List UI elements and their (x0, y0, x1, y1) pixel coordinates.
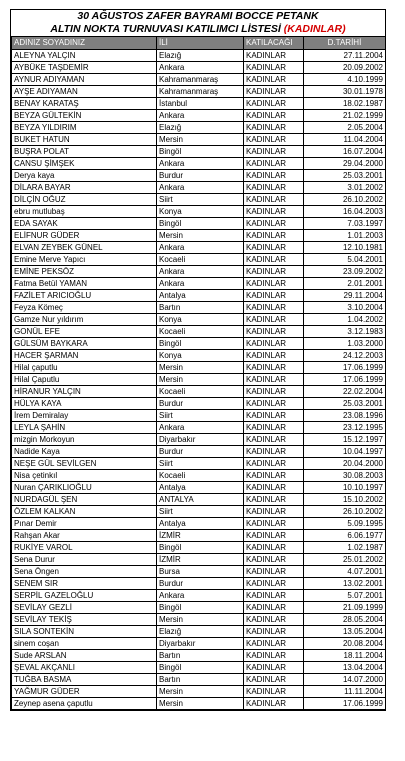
cell-category: KADINLAR (244, 182, 304, 194)
cell-category: KADINLAR (244, 650, 304, 662)
cell-birthdate: 25.01.2002 (304, 554, 386, 566)
table-row (12, 362, 386, 374)
cell-category: KADINLAR (244, 542, 304, 554)
cell-birthdate: 3.12.1983 (304, 326, 386, 338)
cell-birthdate: 11.11.2004 (304, 686, 386, 698)
cell-name: SERPİL GAZELOĞLU (12, 590, 157, 602)
participants-table (11, 36, 386, 710)
table-row (12, 194, 386, 206)
cell-city: Antalya (157, 290, 244, 302)
cell-city: Bingöl (157, 662, 244, 674)
cell-category: KADINLAR (244, 194, 304, 206)
cell-name: DİLARA BAYAR (12, 182, 157, 194)
cell-city: Ankara (157, 242, 244, 254)
cell-city: Ankara (157, 266, 244, 278)
table-row (12, 50, 386, 62)
cell-category: KADINLAR (244, 110, 304, 122)
cell-city: Bartın (157, 650, 244, 662)
cell-name: Fatma Betül YAMAN (12, 278, 157, 290)
cell-city: Mersin (157, 698, 244, 710)
cell-birthdate: 2.05.2004 (304, 122, 386, 134)
cell-birthdate: 20.04.2000 (304, 458, 386, 470)
cell-name: BEYZA YILDIRIM (12, 122, 157, 134)
cell-birthdate: 24.12.2003 (304, 350, 386, 362)
cell-category: KADINLAR (244, 350, 304, 362)
cell-name: Sude ARSLAN (12, 650, 157, 662)
cell-name: NEŞE GÜL SEVİLGEN (12, 458, 157, 470)
cell-birthdate: 11.04.2004 (304, 134, 386, 146)
table-row (12, 170, 386, 182)
table-row (12, 626, 386, 638)
table-row (12, 650, 386, 662)
cell-name: BUŞRA POLAT (12, 146, 157, 158)
cell-city: Konya (157, 206, 244, 218)
cell-birthdate: 16.07.2004 (304, 146, 386, 158)
cell-category: KADINLAR (244, 614, 304, 626)
cell-category: KADINLAR (244, 86, 304, 98)
table-body (12, 50, 386, 710)
title-line-1: 30 AĞUSTOS ZAFER BAYRAMI BOCCE PETANK (77, 10, 319, 22)
cell-name: NURDAGÜL ŞEN (12, 494, 157, 506)
cell-city: Diyarbakır (157, 434, 244, 446)
cell-category: KADINLAR (244, 698, 304, 710)
table-row (12, 446, 386, 458)
cell-city: Kocaeli (157, 386, 244, 398)
cell-category: KADINLAR (244, 170, 304, 182)
cell-birthdate: 1.01.2003 (304, 230, 386, 242)
cell-birthdate: 25.03.2001 (304, 170, 386, 182)
cell-city: Bingöl (157, 338, 244, 350)
table-row (12, 74, 386, 86)
cell-name: mizgin Morkoyun (12, 434, 157, 446)
cell-birthdate: 17.06.1999 (304, 362, 386, 374)
cell-name: BENAY KARATAŞ (12, 98, 157, 110)
cell-city: Konya (157, 314, 244, 326)
cell-category: KADINLAR (244, 122, 304, 134)
participant-sheet (10, 9, 386, 711)
table-row (12, 290, 386, 302)
cell-name: AYNUR ADIYAMAN (12, 74, 157, 86)
cell-birthdate: 10.10.1997 (304, 482, 386, 494)
table-row (12, 374, 386, 386)
table-row (12, 86, 386, 98)
cell-city: İZMİR (157, 554, 244, 566)
cell-city: İZMİR (157, 530, 244, 542)
cell-birthdate: 4.07.2001 (304, 566, 386, 578)
cell-birthdate: 1.04.2002 (304, 314, 386, 326)
cell-city: Mersin (157, 374, 244, 386)
cell-name: sinem coşan (12, 638, 157, 650)
table-row (12, 566, 386, 578)
cell-birthdate: 15.12.1997 (304, 434, 386, 446)
cell-city: Antalya (157, 518, 244, 530)
table-row (12, 278, 386, 290)
cell-name: Pınar Demir (12, 518, 157, 530)
cell-category: KADINLAR (244, 506, 304, 518)
cell-category: KADINLAR (244, 254, 304, 266)
cell-birthdate: 23.09.2002 (304, 266, 386, 278)
cell-city: Bartın (157, 302, 244, 314)
cell-city: Bursa (157, 566, 244, 578)
cell-category: KADINLAR (244, 290, 304, 302)
cell-city: Antalya (157, 482, 244, 494)
cell-category: KADINLAR (244, 146, 304, 158)
cell-birthdate: 2.01.2001 (304, 278, 386, 290)
table-row (12, 218, 386, 230)
cell-birthdate: 3.01.2002 (304, 182, 386, 194)
cell-name: Nisa çetinkıl (12, 470, 157, 482)
cell-birthdate: 30.01.1978 (304, 86, 386, 98)
cell-category: KADINLAR (244, 302, 304, 314)
table-row (12, 494, 386, 506)
cell-birthdate: 15.10.2002 (304, 494, 386, 506)
table-row (12, 206, 386, 218)
table-row (12, 386, 386, 398)
table-row (12, 410, 386, 422)
cell-name: SILA SONTEKİN (12, 626, 157, 638)
cell-name: ebru mutlubaş (12, 206, 157, 218)
cell-city: Kocaeli (157, 470, 244, 482)
table-row (12, 266, 386, 278)
cell-name: İrem Demiralay (12, 410, 157, 422)
cell-name: HACER ŞARMAN (12, 350, 157, 362)
cell-birthdate: 12.10.1981 (304, 242, 386, 254)
table-row (12, 434, 386, 446)
table-row (12, 302, 386, 314)
cell-name: BUKET HATUN (12, 134, 157, 146)
table-row (12, 338, 386, 350)
cell-birthdate: 28.05.2004 (304, 614, 386, 626)
cell-name: CANSU ŞİMŞEK (12, 158, 157, 170)
cell-name: Emine Merve Yapıcı (12, 254, 157, 266)
cell-birthdate: 26.10.2002 (304, 194, 386, 206)
table-row (12, 530, 386, 542)
cell-category: KADINLAR (244, 326, 304, 338)
cell-city: Diyarbakır (157, 638, 244, 650)
cell-category: KADINLAR (244, 98, 304, 110)
cell-category: KADINLAR (244, 578, 304, 590)
cell-name: YAĞMUR GÜDER (12, 686, 157, 698)
cell-birthdate: 21.02.1999 (304, 110, 386, 122)
cell-city: Mersin (157, 134, 244, 146)
cell-name: Nadide Kaya (12, 446, 157, 458)
table-row (12, 230, 386, 242)
cell-category: KADINLAR (244, 482, 304, 494)
cell-city: Ankara (157, 278, 244, 290)
table-row (12, 398, 386, 410)
table-row (12, 314, 386, 326)
cell-category: KADINLAR (244, 74, 304, 86)
cell-category: KADINLAR (244, 686, 304, 698)
cell-birthdate: 10.04.1997 (304, 446, 386, 458)
cell-category: KADINLAR (244, 626, 304, 638)
cell-category: KADINLAR (244, 566, 304, 578)
table-row (12, 482, 386, 494)
cell-category: KADINLAR (244, 158, 304, 170)
cell-name: Derya kaya (12, 170, 157, 182)
cell-city: Siirt (157, 506, 244, 518)
cell-category: KADINLAR (244, 662, 304, 674)
cell-name: EMİNE PEKSÖZ (12, 266, 157, 278)
cell-city: Elazığ (157, 626, 244, 638)
cell-name: GÜLSÜM BAYKARA (12, 338, 157, 350)
cell-category: KADINLAR (244, 218, 304, 230)
cell-birthdate: 5.09.1995 (304, 518, 386, 530)
cell-city: Ankara (157, 182, 244, 194)
cell-city: Kocaeli (157, 254, 244, 266)
cell-name: RUKİYE VAROL (12, 542, 157, 554)
table-row (12, 98, 386, 110)
cell-birthdate: 30.08.2003 (304, 470, 386, 482)
cell-city: Elazığ (157, 50, 244, 62)
cell-city: İstanbul (157, 98, 244, 110)
cell-category: KADINLAR (244, 386, 304, 398)
cell-name: BEYZA GÜLTEKİN (12, 110, 157, 122)
cell-city: Kahramanmaraş (157, 86, 244, 98)
cell-birthdate: 5.04.2001 (304, 254, 386, 266)
cell-birthdate: 14.07.2000 (304, 674, 386, 686)
cell-category: KADINLAR (244, 434, 304, 446)
cell-birthdate: 3.10.2004 (304, 302, 386, 314)
table-row (12, 326, 386, 338)
table-row (12, 470, 386, 482)
header-row (12, 37, 386, 50)
table-row (12, 134, 386, 146)
cell-city: Kocaeli (157, 326, 244, 338)
cell-category: KADINLAR (244, 242, 304, 254)
cell-category: KADINLAR (244, 530, 304, 542)
cell-city: Ankara (157, 62, 244, 74)
table-row (12, 590, 386, 602)
table-row (12, 698, 386, 710)
cell-category: KADINLAR (244, 278, 304, 290)
category-highlight: (KADINLAR) (283, 23, 346, 35)
cell-category: KADINLAR (244, 206, 304, 218)
cell-city: Burdur (157, 446, 244, 458)
table-row (12, 122, 386, 134)
cell-city: Bingöl (157, 146, 244, 158)
table-row (12, 458, 386, 470)
cell-city: Burdur (157, 398, 244, 410)
cell-birthdate: 16.04.2003 (304, 206, 386, 218)
cell-name: Rahşan Akar (12, 530, 157, 542)
cell-city: Bingöl (157, 602, 244, 614)
table-row (12, 638, 386, 650)
column-header-city: İLİ (157, 37, 244, 50)
table-row (12, 554, 386, 566)
cell-name: Gamze Nur yıldırım (12, 314, 157, 326)
table-row (12, 614, 386, 626)
cell-category: KADINLAR (244, 446, 304, 458)
cell-city: Mersin (157, 230, 244, 242)
cell-birthdate: 13.02.2001 (304, 578, 386, 590)
cell-birthdate: 26.10.2002 (304, 506, 386, 518)
cell-city: Konya (157, 350, 244, 362)
table-row (12, 578, 386, 590)
cell-city: Elazığ (157, 122, 244, 134)
cell-name: HİRANUR YALÇIN (12, 386, 157, 398)
cell-category: KADINLAR (244, 494, 304, 506)
table-row (12, 182, 386, 194)
cell-name: ELVAN ZEYBEK GÜNEL (12, 242, 157, 254)
cell-name: ELİFNUR GÜDER (12, 230, 157, 242)
table-row (12, 518, 386, 530)
cell-name: TUĞBA BASMA (12, 674, 157, 686)
cell-birthdate: 6.06.1977 (304, 530, 386, 542)
cell-name: Sena Durur (12, 554, 157, 566)
table-row (12, 350, 386, 362)
cell-category: KADINLAR (244, 554, 304, 566)
cell-name: HÜLYA KAYA (12, 398, 157, 410)
cell-name: LEYLA ŞAHİN (12, 422, 157, 434)
cell-name: EDA SAYAK (12, 218, 157, 230)
cell-birthdate: 29.04.2000 (304, 158, 386, 170)
cell-name: Nuran ÇARIKLIOĞLU (12, 482, 157, 494)
cell-category: KADINLAR (244, 458, 304, 470)
cell-city: Mersin (157, 614, 244, 626)
cell-category: KADINLAR (244, 518, 304, 530)
cell-category: KADINLAR (244, 398, 304, 410)
cell-city: Kahramanmaraş (157, 74, 244, 86)
cell-birthdate: 1.03.2000 (304, 338, 386, 350)
cell-category: KADINLAR (244, 338, 304, 350)
table-row (12, 542, 386, 554)
cell-category: KADINLAR (244, 602, 304, 614)
cell-city: Mersin (157, 686, 244, 698)
cell-category: KADINLAR (244, 410, 304, 422)
cell-birthdate: 20.09.2002 (304, 62, 386, 74)
cell-birthdate: 17.06.1999 (304, 374, 386, 386)
cell-birthdate: 29.11.2004 (304, 290, 386, 302)
cell-name: SENEM SIR (12, 578, 157, 590)
cell-name: FAZİLET ARICIOĞLU (12, 290, 157, 302)
cell-name: SEVİLAY GEZLİ (12, 602, 157, 614)
cell-category: KADINLAR (244, 314, 304, 326)
cell-category: KADINLAR (244, 230, 304, 242)
cell-birthdate: 4.10.1999 (304, 74, 386, 86)
cell-name: Hilal çaputlu (12, 362, 157, 374)
cell-birthdate: 18.02.1987 (304, 98, 386, 110)
cell-birthdate: 18.11.2004 (304, 650, 386, 662)
cell-birthdate: 27.11.2004 (304, 50, 386, 62)
cell-name: Zeynep asena çaputlu (12, 698, 157, 710)
cell-city: Ankara (157, 110, 244, 122)
cell-category: KADINLAR (244, 674, 304, 686)
cell-category: KADINLAR (244, 362, 304, 374)
cell-city: Siirt (157, 458, 244, 470)
cell-category: KADINLAR (244, 62, 304, 74)
cell-birthdate: 22.02.2004 (304, 386, 386, 398)
cell-name: AYŞE ADIYAMAN (12, 86, 157, 98)
cell-category: KADINLAR (244, 470, 304, 482)
cell-birthdate: 23.12.1995 (304, 422, 386, 434)
cell-birthdate: 5.07.2001 (304, 590, 386, 602)
title-line-2-main: ALTIN NOKTA TURNUVASI KATILIMCI LİSTESİ (50, 23, 281, 35)
cell-birthdate: 1.02.1987 (304, 542, 386, 554)
cell-city: ANTALYA (157, 494, 244, 506)
cell-birthdate: 13.05.2004 (304, 626, 386, 638)
cell-category: KADINLAR (244, 374, 304, 386)
table-row (12, 146, 386, 158)
table-row (12, 422, 386, 434)
cell-name: ÖZLEM KALKAN (12, 506, 157, 518)
table-row (12, 62, 386, 74)
cell-city: Burdur (157, 170, 244, 182)
cell-city: Mersin (157, 362, 244, 374)
cell-city: Ankara (157, 158, 244, 170)
cell-birthdate: 23.08.1996 (304, 410, 386, 422)
cell-city: Siirt (157, 410, 244, 422)
cell-name: Hilal Çaputlu (12, 374, 157, 386)
cell-birthdate: 13.04.2004 (304, 662, 386, 674)
cell-name: GONÜL EFE (12, 326, 157, 338)
cell-birthdate: 7.03.1997 (304, 218, 386, 230)
cell-name: ALEYNA YALÇIN (12, 50, 157, 62)
table-row (12, 602, 386, 614)
table-row (12, 242, 386, 254)
cell-name: Feyza Kömeç (12, 302, 157, 314)
cell-city: Bartın (157, 674, 244, 686)
table-row (12, 254, 386, 266)
column-header-category: KATILACAĞI (244, 37, 304, 50)
table-row (12, 674, 386, 686)
column-header-name: ADINIZ SOYADINIZ (12, 37, 157, 50)
cell-city: Siirt (157, 194, 244, 206)
cell-category: KADINLAR (244, 590, 304, 602)
cell-name: DİLÇİN OĞUZ (12, 194, 157, 206)
column-header-birthdate: D.TARİHİ (304, 37, 386, 50)
cell-name: AYBÜKE TAŞDEMİR (12, 62, 157, 74)
cell-birthdate: 17.06.1999 (304, 698, 386, 710)
title-line-2 (11, 23, 385, 36)
cell-category: KADINLAR (244, 638, 304, 650)
cell-city: Ankara (157, 590, 244, 602)
cell-category: KADINLAR (244, 266, 304, 278)
cell-city: Bingöl (157, 218, 244, 230)
cell-name: Sena Öngen (12, 566, 157, 578)
cell-name: ŞEVAL AKÇANLI (12, 662, 157, 674)
cell-category: KADINLAR (244, 134, 304, 146)
cell-city: Burdur (157, 578, 244, 590)
cell-name: SEVİLAY TEKİŞ (12, 614, 157, 626)
table-row (12, 158, 386, 170)
cell-city: Ankara (157, 422, 244, 434)
table-row (12, 110, 386, 122)
cell-category: KADINLAR (244, 422, 304, 434)
cell-birthdate: 25.03.2001 (304, 398, 386, 410)
cell-city: Bingöl (157, 542, 244, 554)
table-row (12, 686, 386, 698)
cell-birthdate: 21.09.1999 (304, 602, 386, 614)
cell-birthdate: 20.08.2004 (304, 638, 386, 650)
table-row (12, 506, 386, 518)
table-row (12, 662, 386, 674)
cell-category: KADINLAR (244, 50, 304, 62)
